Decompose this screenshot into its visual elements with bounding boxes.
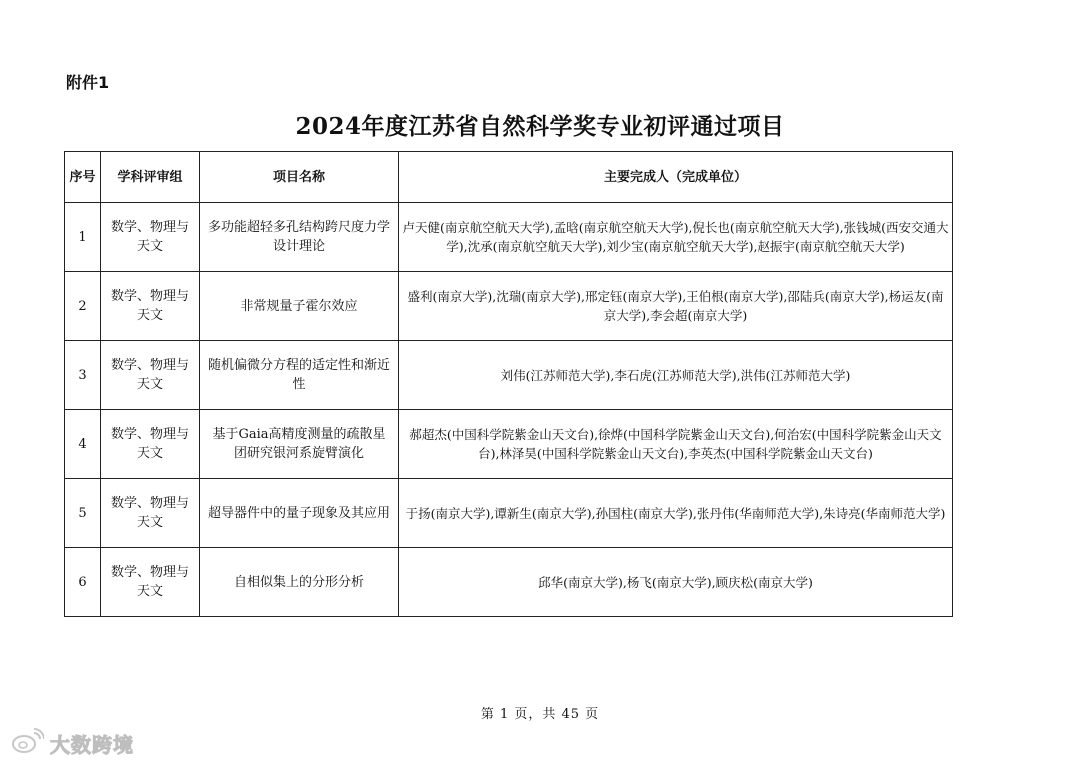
header-no: 序号 bbox=[65, 152, 101, 203]
header-contributors: 主要完成人（完成单位） bbox=[399, 152, 953, 203]
table-row bbox=[65, 272, 953, 341]
watermark bbox=[10, 728, 134, 758]
row-no: 2 bbox=[65, 272, 101, 341]
row-project-name: 基于Gaia高精度测量的疏散星团研究银河系旋臂演化 bbox=[200, 410, 399, 479]
row-project-name: 非常规量子霍尔效应 bbox=[200, 272, 399, 341]
weibo-logo-icon bbox=[10, 728, 44, 758]
row-project-name: 超导器件中的量子现象及其应用 bbox=[200, 479, 399, 548]
row-project-name: 随机偏微分方程的适定性和渐近性 bbox=[200, 341, 399, 410]
projects-table bbox=[64, 151, 953, 617]
header-project-name: 项目名称 bbox=[200, 152, 399, 203]
row-contributors: 邱华(南京大学),杨飞(南京大学),顾庆松(南京大学) bbox=[399, 548, 953, 617]
row-contributors: 盛利(南京大学),沈瑞(南京大学),邢定钰(南京大学),王伯根(南京大学),邵陆兵(南京大学),杨运友(南京大学),李会超(南京大学) bbox=[399, 272, 953, 341]
row-contributors: 于扬(南京大学),谭新生(南京大学),孙国柱(南京大学),张丹伟(华南师范大学),朱诗亮(华南师范大学) bbox=[399, 479, 953, 548]
row-contributors: 刘伟(江苏师范大学),李石虎(江苏师范大学),洪伟(江苏师范大学) bbox=[399, 341, 953, 410]
row-project-name: 自相似集上的分形分析 bbox=[200, 548, 399, 617]
row-no: 3 bbox=[65, 341, 101, 410]
row-group: 数学、物理与天文 bbox=[101, 341, 200, 410]
row-contributors: 郝超杰(中国科学院紫金山天文台),徐烨(中国科学院紫金山天文台),何治宏(中国科学院紫金山天文台),林泽昊(中国科学院紫金山天文台),李英杰(中国科学院紫金山天文台) bbox=[399, 410, 953, 479]
table-row bbox=[65, 341, 953, 410]
row-group: 数学、物理与天文 bbox=[101, 548, 200, 617]
row-no: 1 bbox=[65, 203, 101, 272]
table-row bbox=[65, 410, 953, 479]
table-row bbox=[65, 548, 953, 617]
header-group: 学科评审组 bbox=[101, 152, 200, 203]
document-title: 2024年度江苏省自然科学奖专业初评通过项目 bbox=[295, 113, 785, 140]
table-row bbox=[65, 479, 953, 548]
attachment-label: 附件1 bbox=[66, 73, 110, 92]
row-no: 6 bbox=[65, 548, 101, 617]
row-group: 数学、物理与天文 bbox=[101, 272, 200, 341]
row-no: 4 bbox=[65, 410, 101, 479]
row-contributors: 卢天健(南京航空航天大学),孟晗(南京航空航天大学),倪长也(南京航空航天大学),张钱城(西安交通大学),沈承(南京航空航天大学),刘少宝(南京航空航天大学),赵振宇(南京航空航天大学) bbox=[399, 203, 953, 272]
page-number: 第 1 页，共 45 页 bbox=[480, 707, 600, 722]
table-header-row bbox=[65, 152, 953, 203]
watermark-text: 大数跨境 bbox=[50, 732, 134, 757]
row-group: 数学、物理与天文 bbox=[101, 479, 200, 548]
row-no: 5 bbox=[65, 479, 101, 548]
row-project-name: 多功能超轻多孔结构跨尺度力学设计理论 bbox=[200, 203, 399, 272]
row-group: 数学、物理与天文 bbox=[101, 410, 200, 479]
row-group: 数学、物理与天文 bbox=[101, 203, 200, 272]
table-row bbox=[65, 203, 953, 272]
